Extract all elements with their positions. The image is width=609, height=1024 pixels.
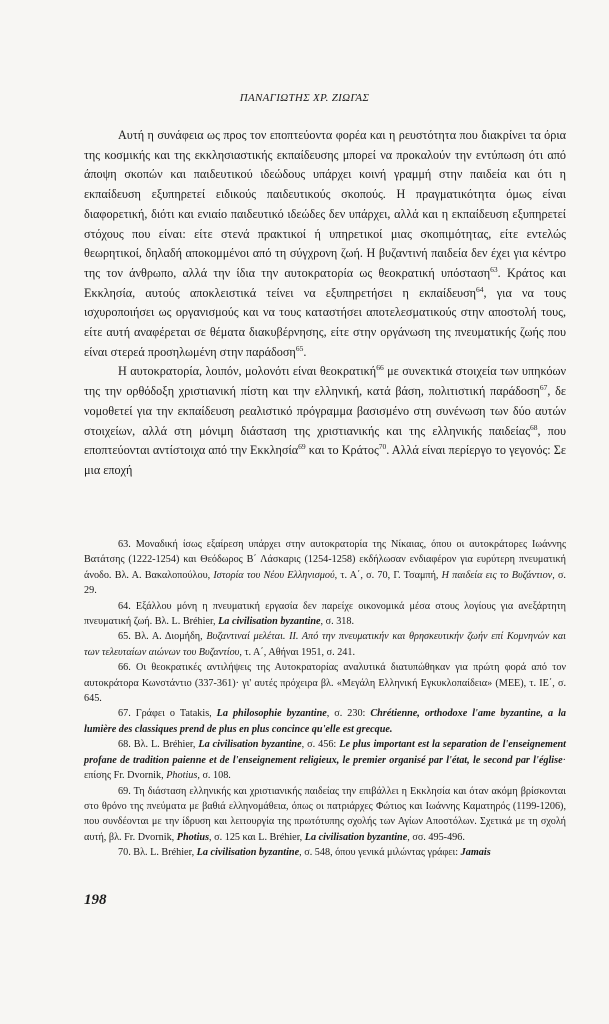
footnote-text: , σ. 318. — [320, 616, 355, 628]
footnote-text: Τη διάσταση ελληνικής και χριστιανικής παιδείας την επιβάλλει η Εκκλησία και όταν ακόμη βρίσκονται στο θρόνο της πνεύματα με βαθιά ελληνομάθεια, όπως οι πατριάρχες Φώτιος και Ιωάννης Καματηρός (1199-1206), που συνδέονται με την ίδρυση και λειτουργία της πρωτότυπης σχολής των Αγίων Αποστόλων. Σχετικά με τη σχολή αυτή, βλ. Fr. Dvornik, — [84, 785, 566, 843]
footnote-ref: 64 — [476, 284, 484, 294]
footnote-63 — [84, 537, 566, 599]
footnote-text: , σσ. 495-496. — [407, 831, 465, 843]
paragraph-text: . — [303, 344, 307, 359]
paragraph-text: Αυτή η συνάφεια ως προς τον εποπτεύοντα φορέα και η ρευστότητα που διακρίνει τα όρια της κοσμικής και της εκκλησιαστικής εκπαίδευσης μπορεί να προκαλούν την εντύπωση ότι από άποψη σκοπών και παιδευτικού ιδεώδους υπάρχει κοινή γραμμή στην παιδεία και ότι η εκπαίδευση εξυπηρετεί ειδικούς παιδευτικούς σκοπούς. Η πραγματικότητα όμως είναι διαφορετική, διότι και ενιαίο παιδευτικό ιδεώδες δεν υπάρχει, αλλά και η εκπαίδευση εξυπηρετεί στόχους που είναι: είτε στενά πρακτικοί ή υπηρετικοί μιας σκοπιμότητας, είτε εντελώς θεωρητικοί, δηλαδή αποκομμένοι από τη σύγχρονη ζωή. Η βυζαντινή παιδεία δεν έχει για κέντρο της τον άνθρωπο, αλλά την ίδια την αυτοκρατορία ως θεοκρατική υπόσταση — [84, 128, 566, 280]
footnote-text: Βλ. L. Bréhier, — [133, 847, 197, 859]
footnote-title: Photius — [166, 770, 198, 782]
footnote-text: , σ. 230: — [326, 708, 371, 720]
paragraph-text: . Κράτος και Εκκλησία, αυτούς αποκλειστικά τείνει να εξυπηρετήσει η εκπαίδευση — [84, 265, 566, 300]
paragraph-text: . Αλλά είναι περίεργο το γεγονός: Σε μια εποχή — [84, 443, 566, 477]
paragraph-text: και το Κράτος — [305, 443, 379, 458]
footnote-text: Βλ. L. Bréhier, — [133, 739, 199, 751]
footnote-text: , τ. Α΄, σ. 70, Γ. Τσαμπή, — [334, 569, 442, 581]
footnote-text: Εξάλλου μόνη η πνευματική εργασία δεν παρείχε οικονομικά μέσα στους λογίους για ανεξάρτητη πνευματική ζωή. Βλ. L. Bréhier, — [84, 600, 566, 628]
footnote-text: , σ. 29. — [84, 569, 566, 597]
footnote-69 — [84, 784, 566, 846]
footnote-ref: 69 — [298, 442, 306, 452]
footnote-ref: 63 — [490, 264, 498, 274]
paragraph-text: Η αυτοκρατορία, λοιπόν, μολονότι είναι θεοκρατική — [118, 364, 377, 379]
footnote-66 — [84, 660, 566, 706]
footnote-number: 65. — [118, 631, 131, 643]
footnote-text: Οι θεοκρατικές αντιλήψεις της Αυτοκρατορίας αναλυτικά διατυπώθηκαν για πρώτη φορά από τον αυτοκράτορα Κωνστάντιο (337-361)· γι' αυτές πρόχειρα βλ. «Μεγάλη Ελληνική Εγκυκλοπαίδεια» (ΜΕΕ), τ. ΙΕ΄, σ. 645. — [84, 662, 567, 705]
footnote-text: Μοναδική ίσως εξαίρεση υπάρχει στην αυτοκρατορία της Νίκαιας, όπου οι αυτοκράτορες Ιωάννης Βατάτσης (1222-1254) και Θεόδωρος Β΄ Λάσκαρις (1254-1258) εκδήλωσαν ενδιαφέρον για ευρύτερη πνευματική άνοδο. Βλ. Α. Βακαλοπούλου, — [84, 539, 567, 581]
footnote-number: 66. — [118, 662, 131, 674]
footnote-number: 69. — [118, 785, 131, 797]
footnote-67 — [84, 706, 566, 737]
footnote-ref: 67 — [539, 383, 548, 393]
footnotes — [84, 537, 566, 861]
paragraph — [84, 362, 566, 480]
paragraph-text: , για να τους ισχυροποιήσει ως οργανισμούς και να τους καταστήσει αποτελεσματικούς στην αποστολή τους, είτε αυτή αναφέρεται σε θέματα διακυβέρνησης, είτε στην οργάνωση της πνευματικής ζωής που είναι στερεά προσηλωμένη στην παράδοση — [84, 285, 566, 359]
footnote-title: Photius — [176, 831, 210, 843]
paragraph — [84, 126, 566, 362]
footnote-title: La civilisation byzantine — [198, 739, 302, 751]
paragraph-text: , δε νομοθετεί για την εκπαίδευση ρεαλιστικό πρόγραμμα βασισμένο στη συνένωση των δύο αυτών στοιχείων, αλλά στη μόνιμη διάσταση της χριστιανικής και της ελληνικής παιδείας — [84, 384, 566, 438]
footnote-number: 64. — [118, 600, 131, 612]
footnote-ref: 65 — [295, 343, 304, 353]
footnote-text: , σ. 108. — [197, 770, 231, 782]
footnote-text: · επίσης Fr. Dvornik, — [84, 754, 566, 782]
footnote-title: Ιστορία του Νέου Ελληνισμού — [213, 569, 335, 581]
footnote-68 — [84, 737, 566, 783]
footnote-quote: Jamais — [460, 847, 491, 859]
footnote-text: , σ. 125 και L. Bréhier, — [209, 831, 305, 843]
footnote-title: La philosophie byzantine — [216, 708, 327, 720]
footnote-quote: Le plus important est la separation de l'enseignement profane de tradition paienne et de l'enseignement religieux, le premier organisé par l'état, le second par l'église — [84, 739, 566, 766]
paragraph-text: , που εποπτεύονται αντίστοιχα από την Εκκλησία — [84, 423, 566, 458]
footnote-quote: Chrétienne, orthodoxe l'ame byzantine, a la lumière des classiques prend de plus en plus concince qu'elle est grecque. — [84, 708, 566, 735]
footnote-text: , σ. 456: — [301, 739, 340, 751]
footnote-title: La civilisation byzantine — [304, 831, 408, 843]
footnote-70 — [84, 845, 566, 860]
page-number: 198 — [84, 892, 107, 908]
footnote-ref: 66 — [376, 363, 384, 373]
footnote-title: La civilisation byzantine — [196, 847, 300, 859]
footnote-text: Βλ. Α. Διομήδη, — [134, 631, 207, 643]
footnote-ref: 68 — [530, 422, 538, 432]
footnote-number: 63. — [118, 539, 131, 550]
running-head: ΠΑΝΑΓΙΩΤΗΣ ΧΡ. ΖΙΩΓΑΣ — [239, 92, 370, 104]
footnote-title: Η παιδεία εις το Βυζάντιον — [441, 569, 553, 581]
footnote-title: La civilisation byzantine — [218, 616, 321, 628]
paragraph-text: με συνεκτικά στοιχεία των υπηκόων της την ορθόδοξη χριστιανική πίστη και την ελληνική, κατά βάση, πολιτιστική παράδοση — [84, 364, 566, 399]
footnote-65 — [84, 629, 566, 660]
footnote-number: 67. — [118, 708, 131, 720]
footnote-number: 68. — [118, 739, 131, 751]
body-text — [84, 126, 566, 481]
footnote-ref: 70 — [378, 442, 387, 452]
footnote-text: , τ. Α΄, Αθήναι 1951, σ. 241. — [239, 646, 356, 658]
footnote-title: Βυζαντιναί μελέται. ΙΙ. Από την πνευματικήν και θρησκευτικήν ζωήν επί Κομνηνών και των τελευταίων αιώνων του Βυζαντίου — [84, 631, 567, 658]
footnote-64 — [84, 599, 566, 630]
footnote-text: , σ. 548, όπου γενικά μιλώντας γράφει: — [299, 847, 461, 859]
footnote-number: 70. — [118, 847, 131, 859]
footnote-text: Γράφει ο Tatakis, — [135, 708, 217, 720]
